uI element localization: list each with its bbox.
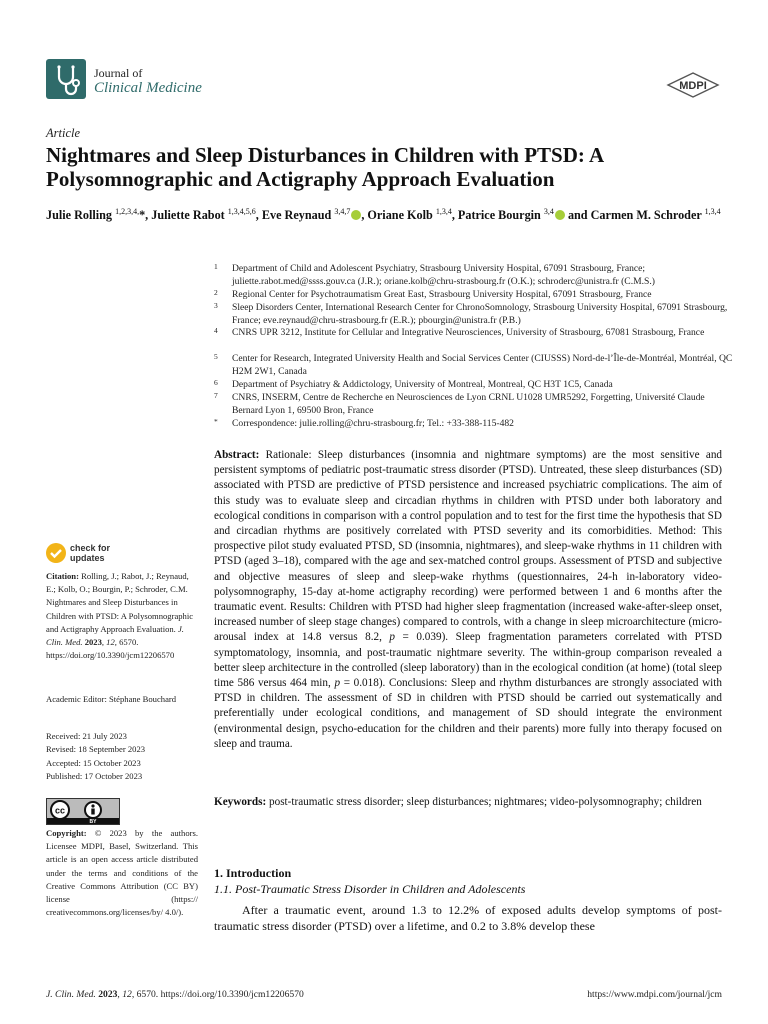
mdpi-logo-text: MDPI — [679, 80, 707, 92]
affiliation-text: Sleep Disorders Center, International Research Center for ChronoSomnology, Strasbourg University Hospital, 67091 Strasbourg, France; eve.reynaud@chru-strasbourg.fr (E.R.); pbourgin@unistra.fr (P.B.) — [232, 302, 728, 326]
copyright-label: Copyright: — [46, 828, 87, 838]
cc-by-license-badge[interactable] — [46, 798, 120, 825]
keywords-text: post-traumatic stress disorder; sleep disturbances; nightmares; video-polysomnography; children — [269, 796, 702, 808]
paper-title: Nightmares and Sleep Disturbances in Children with PTSD: A Polysomnographic and Actigraphy Approach Evaluation — [46, 143, 603, 191]
abstract-text: Rationale: Sleep disturbances (insomnia and nightmare symptoms) are the most sensitive and persistent symptoms of pediatric post-traumatic stress disorder (PTSD). Untreated, these sleep disturbances (SD) associated with PTSD are predictive of PTSD persistence and increased psychiatric complications. The aim of this study was to evaluate sleep and circadian rhythms in children with PTSD under both laboratory and ecological conditions in comparison with a control population and to test for the first time the hypothesis that SD and circadian rhythms are positively correlated with PTSD severity and its comorbidities. Method: This prospective pilot study evaluated PTSD, SD (insomnia, nightmares), and sleep-wake rhythms in 11 children with PTSD (aged 3–18), compared with the age and sex-matched control groups. Assessment of PTSD and subjective and objective measures of sleep and sleep-wake rhythms (questionnaires, 24-h in-laboratory video-polysomnography, 15-day at-home actigraphy recording) were performed between 1 and 6 months after the traumatic event. Results: Children with PTSD had higher sleep fragmentation (increased wake-after-sleep onset, increased number of sleep stage changes) compared to controls, with a change in sleep microarchitecture (micro-arousal index at 14.8 versus 8.2, p = 0.039). Sleep fragmentation parameters correlated with PTSD symptomatology, insomnia, and post-traumatic nightmare severity. The within-group comparison revealed a better sleep architecture in the controlled (sleep laboratory) than in the ecological condition (at home) (total sleep time 586 versus 464 min, p = 0.018). Conclusions: Sleep and rhythm disturbances are strongly associated with PTSD in children. The assessment of SD in children with PTSD should be carried out systematically and preferentially under ecological conditions, and management of SD should integrate the environment (environmental design, psycho-education for the children and their parents) more fully into therapy focused on sleep and trauma. — [214, 449, 723, 750]
journal-name-line1: Journal of — [94, 66, 143, 80]
citation-text: Rolling, J.; Rabot, J.; Reynaud, E.; Kolb, O.; Bourgin, P.; Schroder, C.M. Nightmares and Sleep Disturbances in Children with PTSD: A Polysomnographic and Actigraphy Approach Evaluation. J. Clin. Med. 2023, 12, 6570. https://doi.org/10.3390/jcm12206570 — [46, 571, 194, 661]
affiliation-5 — [214, 352, 734, 378]
journal-name-line2: Clinical Medicine — [94, 80, 202, 96]
citation-label: Citation: — [46, 571, 79, 581]
affiliation-number: 6 — [214, 378, 218, 387]
affiliation-text: Center for Research, Integrated University Health and Social Services Center (CIUSSS) Nord-de-l’Île-de-Montréal, Montréal, QC H2M 2W1, Canada — [232, 353, 733, 377]
affiliation-6 — [214, 378, 734, 391]
affiliation-number: 5 — [214, 352, 218, 361]
check-updates-line1: check for — [70, 543, 111, 553]
keywords-label: Keywords: — [214, 796, 267, 808]
correspondence — [214, 417, 734, 430]
cc-by-label: BY — [89, 819, 97, 824]
copyright-block — [46, 827, 198, 919]
affiliation-text: Correspondence: julie.rolling@chru-strasbourg.fr; Tel.: +33-388-115-482 — [232, 418, 514, 429]
abstract-label: Abstract: — [214, 449, 260, 461]
academic-editor: Academic Editor: Stéphane Bouchard — [46, 694, 177, 704]
affiliation-7 — [214, 391, 734, 417]
article-type: Article — [46, 126, 81, 140]
affiliation-1 — [214, 262, 734, 288]
affiliation-4 — [214, 326, 734, 352]
section-heading: 1. Introduction — [214, 866, 292, 880]
mdpi-logo-icon — [666, 72, 720, 98]
stethoscope-icon — [46, 59, 86, 99]
keywords — [214, 795, 722, 810]
check-updates-icon — [46, 543, 66, 563]
check-updates-line2: updates — [70, 553, 105, 563]
affiliation-number: 1 — [214, 262, 218, 271]
subsection-heading: 1.1. Post-Traumatic Stress Disorder in Children and Adolescents — [214, 882, 526, 896]
mdpi-logo[interactable] — [666, 72, 720, 98]
author-list: Julie Rolling $^{1,2,3,4,}$*, Juliette Rabot $^{1,3,4,5,6}$, Eve Reynaud $^{3,4,7}$ , Oriane Kolb $^{1,3,4}$, Patrice Bourgin $^{3,4}$ and Carmen M. Schroder $^{1,3,4}$ — [46, 207, 721, 223]
affiliation-3 — [214, 301, 734, 327]
affiliation-text: Regional Center for Psychotraumatism Great East, Strasbourg University Hospital, 67091 Strasbourg, France — [232, 289, 652, 300]
affiliation-number: 2 — [214, 288, 218, 297]
revised-date: Revised: 18 September 2023 — [46, 744, 146, 754]
intro-paragraph: After a traumatic event, around 1.3 to 12.2% of exposed adults develop symptoms of post-traumatic stress disorder (PTSD) over a lifetime, and 0.2 to 3.8% develop these — [214, 903, 722, 933]
copyright-text: © 2023 by the authors. Licensee MDPI, Basel, Switzerland. This article is an open access article distributed under the terms and conditions of the Creative Commons Attribution (CC BY) license (https:// creativecommons.org/licenses/by/ 4.0/). — [46, 828, 198, 918]
published-date: Published: 17 October 2023 — [46, 771, 143, 781]
footer-citation: J. Clin. Med. 2023, 12, 6570. https://doi.org/10.3390/jcm12206570 — [46, 989, 304, 1000]
journal-logo — [46, 59, 86, 99]
received-date: Received: 21 July 2023 — [46, 731, 127, 741]
affiliation-2 — [214, 288, 734, 301]
affiliation-text: CNRS UPR 3212, Institute for Cellular and Integrative Neurosciences, University of Strasbourg, 67081 Strasbourg, France — [232, 327, 705, 338]
affiliation-text: CNRS, INSERM, Centre de Recherche en Neurosciences de Lyon CRNL U1028 UMR5292, Forgetting, Université Claude Bernard Lyon 1, 69500 Bron, France — [232, 392, 705, 416]
affiliation-number: 3 — [214, 301, 218, 310]
affiliation-text: Department of Psychiatry & Addictology, University of Montreal, Montreal, QC H3T 1C5, Canada — [232, 379, 613, 390]
citation-block — [46, 570, 198, 662]
affiliation-text: Department of Child and Adolescent Psychiatry, Strasbourg University Hospital, 67091 Strasbourg, France; juliette.rabot.med@ssss.gouv.ca (J.R.); oriane.kolb@chru-strasbourg.fr (O.K.); schroderc@unistra.fr (C.M.S.) — [232, 263, 655, 287]
abstract — [214, 448, 722, 752]
affiliation-number: 7 — [214, 391, 218, 400]
accepted-date: Accepted: 15 October 2023 — [46, 758, 141, 768]
check-for-updates-badge[interactable] — [46, 543, 116, 565]
svg-text:cc: cc — [54, 805, 66, 816]
affiliation-number: * — [214, 417, 218, 426]
footer-journal-url[interactable]: https://www.mdpi.com/journal/jcm — [587, 989, 722, 1000]
affiliation-number: 4 — [214, 326, 218, 335]
